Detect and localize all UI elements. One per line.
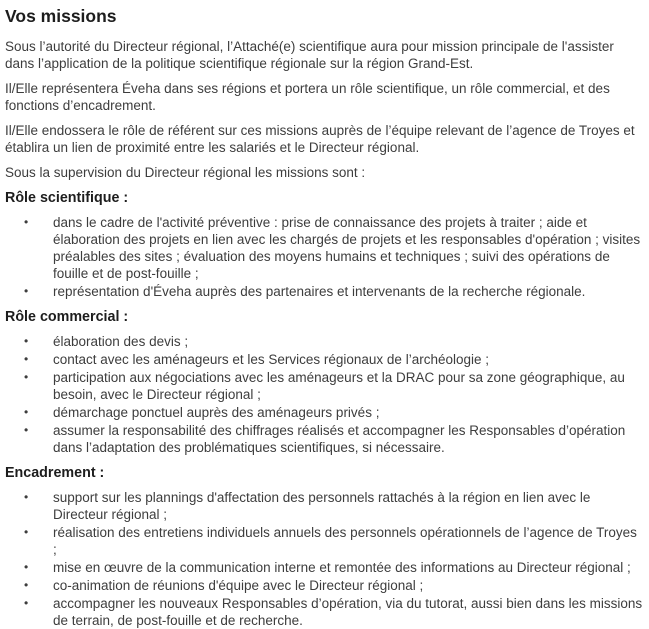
intro-paragraph-2: Il/Elle représentera Éveha dans ses régions et portera un rôle scientifique, un rôle commercial, et des fonctions d’encadrement.	[5, 81, 610, 113]
bullet-list-scientifique	[5, 214, 644, 300]
list-item: • contact avec les aménageurs et les Services régionaux de l’archéologie ;	[53, 351, 644, 368]
list-item: • démarchage ponctuel auprès des aménageurs privés ;	[53, 404, 644, 421]
list-item: • mise en œuvre de la communication interne et remontée des informations au Directeur régional ;	[53, 559, 644, 576]
list-item: • représentation d'Éveha auprès des partenaires et intervenants de la recherche régionale.	[53, 283, 644, 300]
page-title: Vos missions	[5, 6, 117, 26]
intro-paragraph-1: Sous l’autorité du Directeur régional, l’Attaché(e) scientifique aura pour mission principale de l'assister dans l’application de la politique scientifique régionale sur la région Grand-Est.	[5, 39, 614, 71]
list-item: • participation aux négociations avec les aménageurs et la DRAC pour sa zone géographique, au besoin, avec le Directeur régional ;	[53, 369, 644, 403]
list-item: • co-animation de réunions d'équipe avec le Directeur régional ;	[53, 577, 644, 594]
list-item: • élaboration des devis ;	[53, 333, 644, 350]
list-item: • accompagner les nouveaux Responsables d’opération, via du tutorat, aussi bien dans les missions de terrain, de post-fouille et de recherche.	[53, 595, 644, 629]
section-encadrement	[5, 465, 644, 629]
intro-paragraph-4: Sous la supervision du Directeur régional les missions sont :	[5, 165, 366, 180]
list-item: • réalisation des entretiens individuels annuels des personnels opérationnels de l’agence de Troyes ;	[53, 524, 644, 558]
section-heading-commercial: Rôle commercial :	[5, 309, 129, 325]
section-role-commercial	[5, 309, 644, 456]
bullet-list-commercial	[5, 333, 644, 456]
list-item: • assumer la responsabilité des chiffrages réalisés et accompagner les Responsables d’opération dans l’adaptation des problématiques scientifiques, si nécessaire.	[53, 422, 644, 456]
list-item: • support sur les plannings d'affectation des personnels rattachés à la région en lien avec le Directeur régional ;	[53, 489, 644, 523]
section-role-scientifique	[5, 190, 644, 300]
section-heading-scientifique: Rôle scientifique :	[5, 190, 129, 206]
bullet-list-encadrement	[5, 489, 644, 629]
section-heading-encadrement: Encadrement :	[5, 465, 105, 481]
intro-paragraph-3: Il/Elle endossera le rôle de référent sur ces missions auprès de l’équipe relevant de l’agence de Troyes et établira un lien de proximité entre les salariés et le Directeur régional.	[5, 123, 635, 155]
list-item: • dans le cadre de l'activité préventive : prise de connaissance des projets à traiter ; aide et élaboration des projets en lien avec les chargés de projets et les responsables d'opération ; visites préalables des sites ; évaluation des moyens humains et techniques ; suivi des opérations de fouille et de post-fouille ;	[53, 214, 644, 282]
